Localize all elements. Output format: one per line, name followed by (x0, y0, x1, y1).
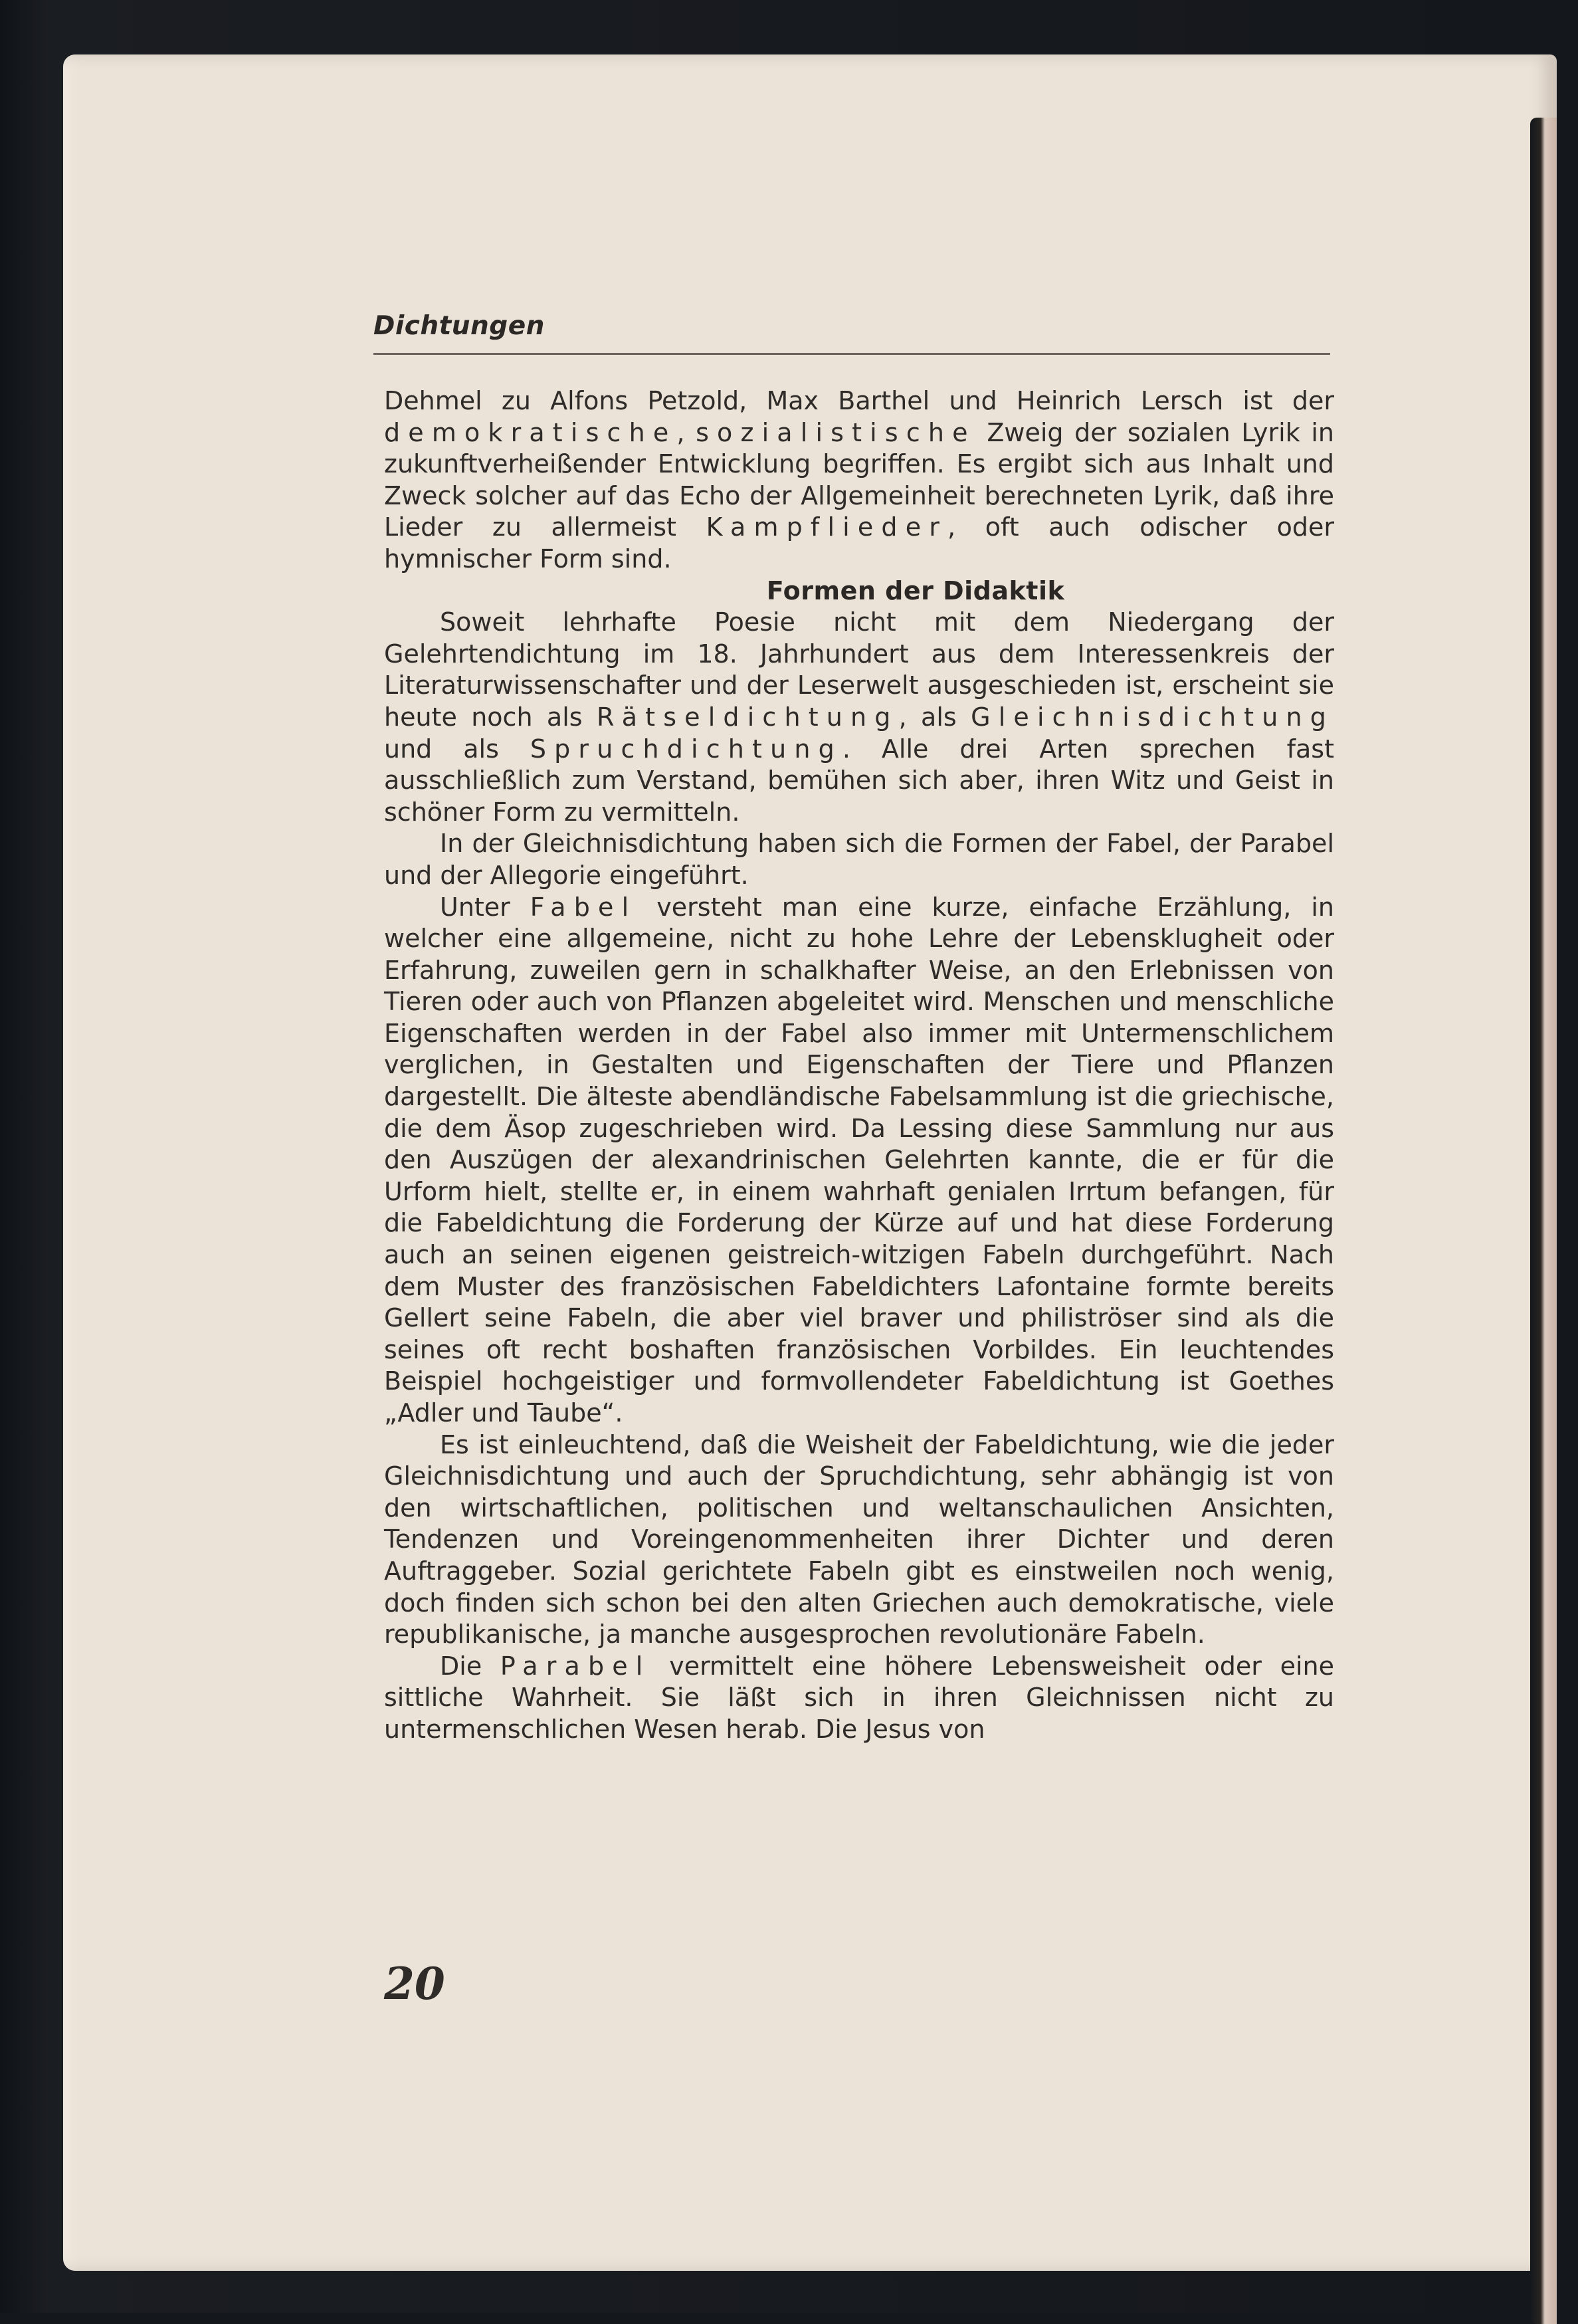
spaced-term: Spruchdichtung (530, 734, 842, 764)
spaced-term: Kampflieder (706, 512, 948, 542)
section-heading: Formen der Didaktik (766, 576, 1065, 605)
paragraph-social-lyric: Dehmel zu Alfons Petzold, Max Barthel und Heinrich Lersch ist der demokratische, sozialistische Zweig der sozialen Lyrik in zukunftverheißender Entwicklung begriffen. Es ergibt sich aus Inhalt und Zweck solcher auf das Echo der Allgemeinheit berechneten Lyrik, daß ihre Lieder zu allermeist Kampflieder, oft auch odischer oder hymnischer Form sind. (384, 386, 1334, 574)
paragraph-parabel: Die Parabel vermittelt eine höhere Lebensweisheit oder eine sittliche Wahrheit. Sie läßt sich in ihren Gleichnissen nicht zu untermenschlichen Wesen herab. Die Jesus von (384, 1651, 1334, 1744)
spaced-term: demokratische (384, 417, 677, 447)
spaced-term: sozialistische (696, 417, 976, 447)
spaced-term: Rätseldichtung (596, 702, 899, 732)
spaced-term: Fabel (530, 892, 637, 922)
spaced-term: Parabel (500, 1651, 651, 1681)
spaced-term: Gleichnisdichtung (971, 702, 1335, 732)
paragraph-fabel: Unter Fabel versteht man eine kurze, einfache Erzählung, in welcher eine allgemeine, nicht zu hohe Lehre der Lebensklugheit oder Erfahrung, zuweilen gern in schalkhafter Weise, an den Erlebnissen von Tieren oder auch von Pflanzen abgeleitet wird. Menschen und menschliche Eigenschaften werden in der Fabel also immer mit Untermenschlichem verglichen, in Gestalten und Eigenschaften der Tiere und Pflanzen dargestellt. Die älteste abendländische Fabelsammlung ist die griechische, die dem Äsop zugeschrieben wird. Da Lessing diese Sammlung nur aus den Auszügen der alexandrinischen Gelehrten kannte, die er für die Urform hielt, stellte er, in einem wahrhaft genialen Irrtum befangen, für die Fabeldichtung die Forderung der Kürze auf und hat diese Forderung auch an seinen eigenen geistreich-witzigen Fabeln durchgeführt. Nach dem Muster des französischen Fabeldichters Lafontaine formte bereits Gellert seine Fabeln, die aber viel braver und philiströser sind als die seines oft recht boshaften französischen Vorbildes. Ein leuchtendes Beispiel hochgeistiger und formvollendeter Fabeldichtung ist Goethes „Adler und Taube“. (384, 892, 1334, 1427)
body-text (384, 385, 1334, 1746)
running-title: Dichtungen (373, 311, 545, 341)
page-gutter-edge (1530, 118, 1557, 2324)
paragraph-gleichnis: In der Gleichnisdichtung haben sich die Formen der Fabel, der Parabel und der Allegorie eingeführt. (384, 829, 1334, 890)
header-rule (373, 353, 1330, 355)
paragraph-weisheit: Es ist einleuchtend, daß die Weisheit der Fabeldichtung, wie die jeder Gleichnisdichtung und auch der Spruchdichtung, sehr abhängig ist von den wirtschaftlichen, politischen und weltanschaulichen Ansichten, Tendenzen und Voreingenommenheiten ihrer Dichter und deren Auftraggeber. Sozial gerichtete Fabeln gibt es einstweilen noch wenig, doch finden sich schon bei den alten Griechen auch demokratische, viele republikanische, ja manche ausgesprochen revolutionäre Fabeln. (384, 1429, 1334, 1649)
page-number: 20 (384, 1958, 445, 2010)
paragraph-didactic-forms: Soweit lehrhafte Poesie nicht mit dem Niedergang der Gelehrtendichtung im 18. Jahrhundert aus dem Interessenkreis der Literaturwissenschafter und der Leserwelt ausgeschieden ist, erscheint sie heute noch als Rätseldichtung, als Gleichnisdichtung und als Spruchdichtung. Alle drei Arten sprechen fast ausschließlich zum Verstand, bemühen sich aber, ihren Witz und Geist in schöner Form zu vermitteln. (384, 607, 1335, 827)
